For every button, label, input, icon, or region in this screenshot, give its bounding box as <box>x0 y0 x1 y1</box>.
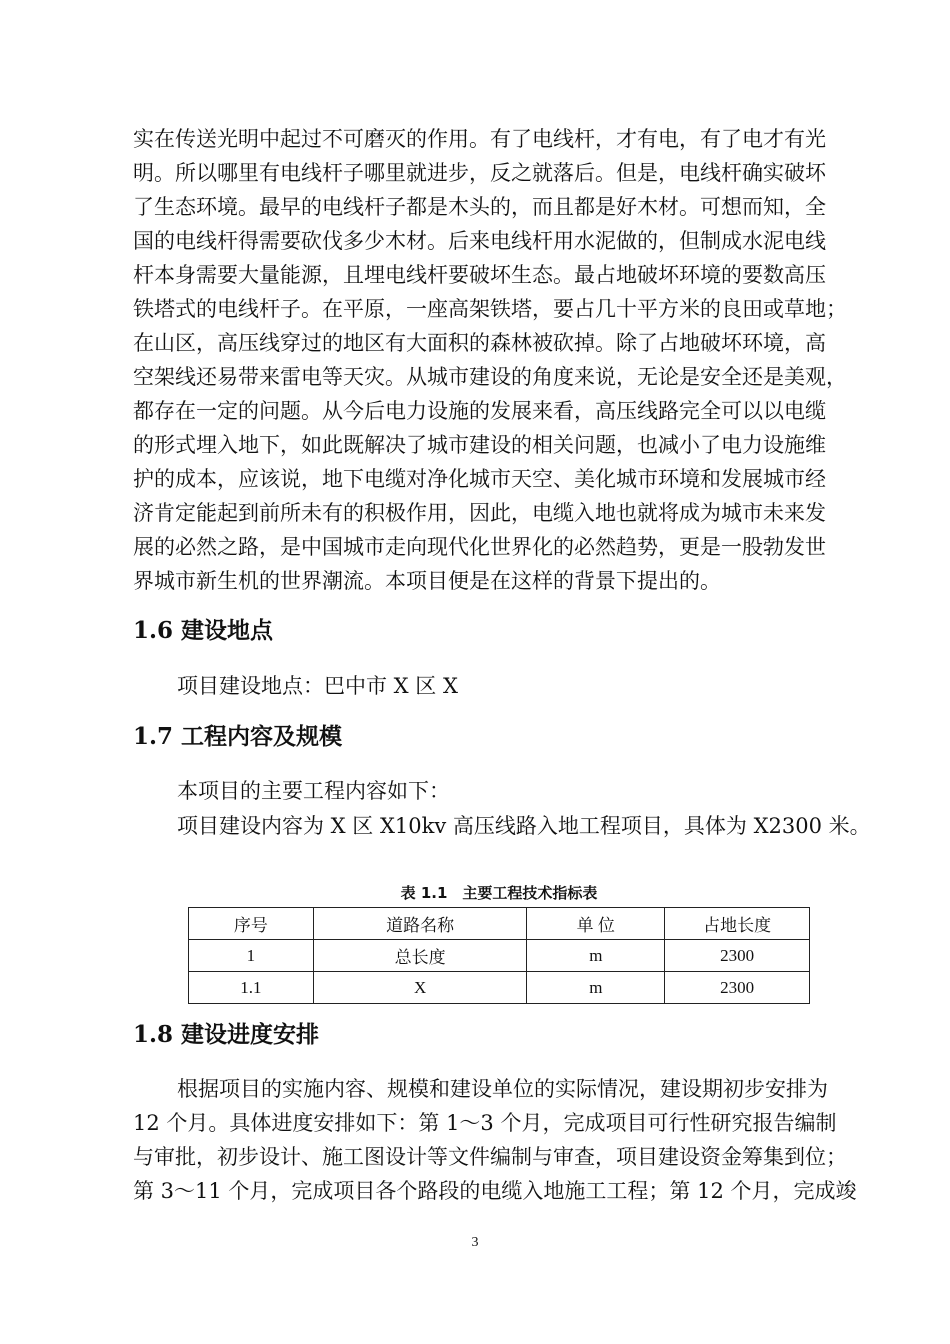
construction-location-text: 项目建设地点：巴中市 X 区 X <box>177 674 458 698</box>
table-header-cell: 序号 <box>189 908 314 940</box>
paragraph-line: 展的必然之路，是中国城市走向现代化世界化的必然趋势，更是一股勃发世 <box>133 535 826 559</box>
table-cell: m <box>527 940 665 972</box>
paragraph-line: 界城市新生机的世界潮流。本项目便是在这样的背景下提出的。 <box>133 569 721 593</box>
paragraph-line: 12 个月。具体进度安排如下：第 1～3 个月，完成项目可行性研究报告编制 <box>133 1111 837 1135</box>
table-caption: 表 1.1 主要工程技术指标表 <box>400 884 598 902</box>
paragraph-line: 第 3～11 个月，完成项目各个路段的电缆入地施工工程；第 12 个月，完成竣 <box>133 1179 857 1203</box>
table-cell: 1.1 <box>189 972 314 1004</box>
scope-intro-text: 本项目的主要工程内容如下： <box>177 779 450 803</box>
paragraph-line: 国的电线杆得需要砍伐多少木材。后来电线杆用水泥做的，但制成水泥电线 <box>133 229 826 253</box>
paragraph-line: 在山区，高压线穿过的地区有大面积的森林被砍掉。除了占地破坏环境，高 <box>133 331 826 355</box>
paragraph-line: 明。所以哪里有电线杆子哪里就进步，反之就落后。但是，电线杆确实破坏 <box>133 161 826 185</box>
page-number: 3 <box>471 1235 479 1250</box>
section-heading-1-7: 1.7 工程内容及规模 <box>133 723 343 750</box>
technical-index-table <box>188 907 810 1004</box>
paragraph-line: 实在传送光明中起过不可磨灭的作用。有了电线杆，才有电，有了电才有光 <box>133 127 826 151</box>
scope-detail-text: 项目建设内容为 X 区 X10kv 高压线路入地工程项目，具体为 X2300 米。 <box>177 814 871 838</box>
paragraph-line: 护的成本，应该说，地下电缆对净化城市天空、美化城市环境和发展城市经 <box>133 467 826 491</box>
section-heading-1-8: 1.8 建设进度安排 <box>133 1021 320 1048</box>
table-header-row <box>189 908 810 940</box>
table-header-cell: 单 位 <box>527 908 665 940</box>
table-cell: 总长度 <box>313 940 527 972</box>
paragraph-line: 与审批，初步设计、施工图设计等文件编制与审查，项目建设资金筹集到位； <box>133 1145 847 1169</box>
table-cell: m <box>527 972 665 1004</box>
table-row <box>189 972 810 1004</box>
paragraph-line: 根据项目的实施内容、规模和建设单位的实际情况，建设期初步安排为 <box>177 1077 828 1101</box>
paragraph-line: 的形式埋入地下，如此既解决了城市建设的相关问题，也减小了电力设施维 <box>133 433 826 457</box>
body-paragraph <box>133 122 855 598</box>
paragraph-line: 济肯定能起到前所未有的积极作用，因此，电缆入地也就将成为城市未来发 <box>133 501 826 525</box>
table-cell: 2300 <box>665 972 810 1004</box>
paragraph-line: 了生态环境。最早的电线杆子都是木头的，而且都是好木材。可想而知，全 <box>133 195 826 219</box>
table-cell: 1 <box>189 940 314 972</box>
paragraph-line: 铁塔式的电线杆子。在平原，一座高架铁塔，要占几十平方米的良田或草地； <box>133 297 847 321</box>
table-cell: 2300 <box>665 940 810 972</box>
table-row <box>189 940 810 972</box>
paragraph-line: 空架线还易带来雷电等天灾。从城市建设的角度来说，无论是安全还是美观， <box>133 365 847 389</box>
table-header-cell: 占地长度 <box>665 908 810 940</box>
table-cell: X <box>313 972 527 1004</box>
section-heading-1-6: 1.6 建设地点 <box>133 617 274 644</box>
paragraph-line: 都存在一定的问题。从今后电力设施的发展来看，高压线路完全可以以电缆 <box>133 399 826 423</box>
schedule-paragraph <box>133 1072 855 1208</box>
table-header-cell: 道路名称 <box>313 908 527 940</box>
paragraph-line: 杆本身需要大量能源，且埋电线杆要破坏生态。最占地破坏环境的要数高压 <box>133 263 826 287</box>
